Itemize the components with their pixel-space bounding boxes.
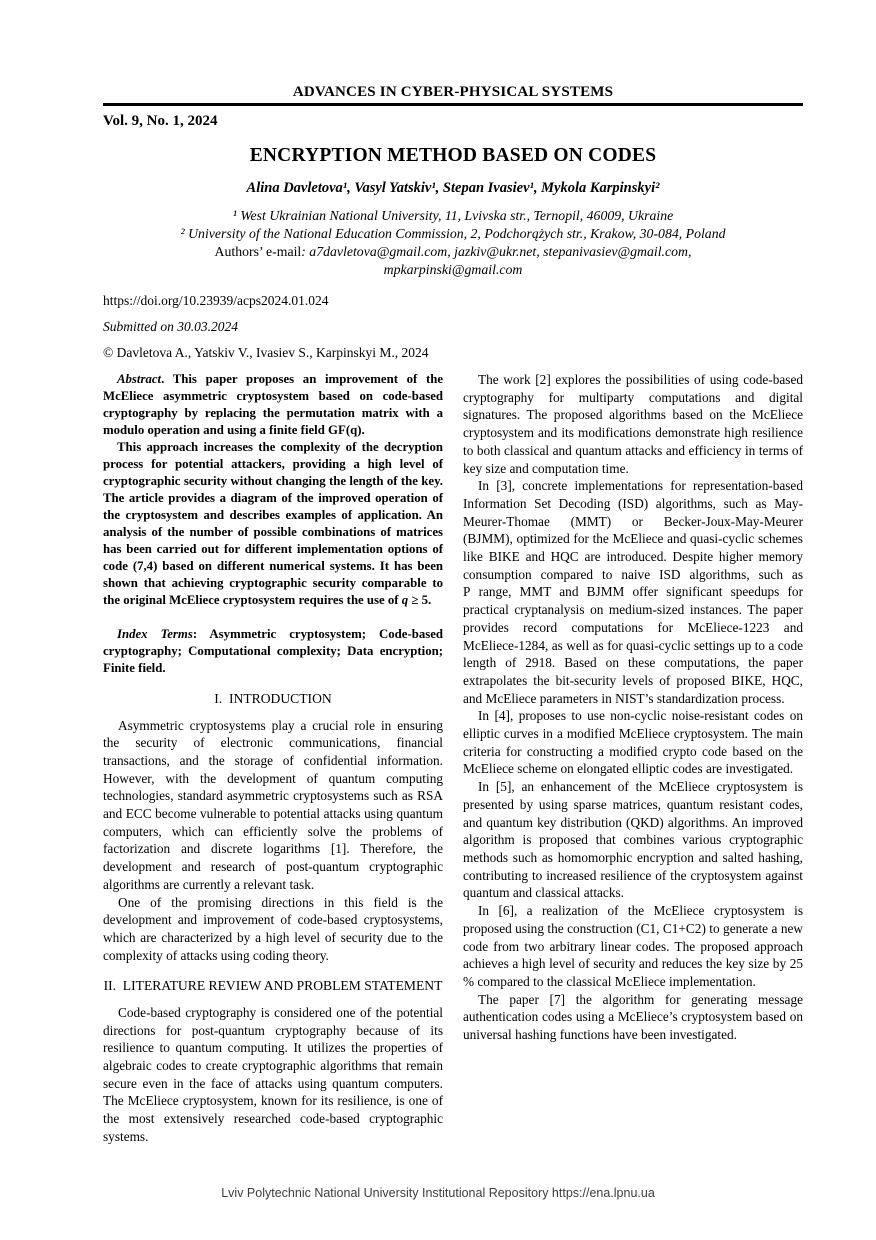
reference-4-paragraph: In [4], proposes to use non-cyclic noise-resistant codes on elliptic curves in a modified McEliece cryptosystem. The main criteria for constructing a modified crypto code based on the McEliece scheme on elongated elliptic codes are investigated. [463,708,803,777]
left-column [103,371,443,1145]
reference-3-paragraph: In [3], concrete implementations for representation-based Information Set Decoding (ISD) algorithms, such as May-Meurer-Thomae (MMT) or Becker-Joux-May-Meurer (BJMM), optimized for the McEliece and quasi-cyclic schemes like BIKE and HQC are introduced. Despite higher memory consumption compared to naive ISD algorithms, such as P range, MMT and BJMM offer significant speedups for practical cryptanalysis on medium-sized instances. The paper provides record computations for McEliece-1223 and McEliece-1284, as well as for quasi-cyclic settings up to a code length of 2918. Based on these computations, the paper extrapolates the bit-security levels of proposed BIKE, HQC, and McEliece parameters in NIST’s standardization process. [463,478,803,706]
index-terms-label: Index Terms [117,627,193,641]
index-terms-text: : Asymmetric cryptosystem; Code-based cryptography; Computational complexity; Data encryption; Finite field. [103,627,444,675]
affiliation-2: ² University of the National Education Commission, 2, Podchorążych str., Krakow, 30-084, Poland [180,226,726,241]
abstract-paragraph-1-text: . This paper proposes an improvement of the McEliece asymmetric cryptosystem based on code-based cryptography by replacing the permutation matrix with a modulo operation and using a finite field GF(q). [103,372,443,437]
doi-text: https://doi.org/10.23939/acps2024.01.024 [103,293,329,308]
reference-5-paragraph: In [5], an enhancement of the McEliece cryptosystem is presented by using sparse matrices, quantum resistant codes, and quantum key distribution (QKD) algorithms. An improved algorithm is proposed that combines various cryptographic methods such as homomorphic encryption and salted hashing, contributing to increased resilience of the cryptosystem against quantum and classical attacks. [463,779,803,901]
submitted-date: Submitted on 30.03.2024 [103,319,238,334]
paper-title: ENCRYPTION METHOD BASED ON CODES [249,145,657,166]
repository-footer: Lviv Polytechnic National University Institutional Repository https://ena.lpnu.ua [221,1186,655,1200]
authors-email-line [103,243,803,261]
abstract-label: Abstract [117,372,162,386]
email-line-2: mpkarpinski@gmail.com [383,262,523,277]
abstract-paragraph-2 [103,439,443,609]
index-terms [103,626,443,677]
email-label: Authors’ e-mail [214,244,302,259]
abstract-paragraph-2-text: This approach increases the complexity of the decryption process for potential attackers, providing a high level of cryptographic security without changing the length of the key. The article provides a diagram of the improved operation of the cryptosystem and describes examples of application. An analysis of the number of possible combinations of matrices has been carried out for different implementation options of code (7,4) based on different numerical systems. It has been shown that achieving cryptographic security comparable to the original McEliece cryptosystem requires the use of [103,440,443,607]
two-column-body [103,371,803,1145]
abstract-paragraph-2-tail: ≥ 5. [408,593,432,607]
reference-2-paragraph: The work [2] explores the possibilities of using code-based cryptography for multiparty computations and digital signatures. The proposed algorithms based on the McEliece cryptosystem and its modifications demonstrate high resilience to both classical and quantum attacks and efficiency in terms of key size and computation time. [463,372,803,476]
journal-title: ADVANCES IN CYBER-PHYSICAL SYSTEMS [292,84,614,100]
section-heading-introduction: I. INTRODUCTION [214,691,332,706]
abstract-paragraph-1 [103,371,443,439]
reference-6-paragraph: In [6], a realization of the McEliece cryptosystem is proposed using the construction (C1, C1+C2) to generate a new code from two arbitrary linear codes. The proposed approach achieves a high level of security and reduces the key size by 25 % compared to the classical McEliece implementation. [463,903,803,989]
section-heading-literature-review: II. LITERATURE REVIEW AND PROBLEM STATEMENT [103,978,443,994]
header-rule [103,103,803,106]
copyright-line: © Davletova A., Yatskiv V., Ivasiev S., Karpinskyi M., 2024 [103,345,429,360]
page-content [103,0,803,1145]
right-column [463,371,803,1145]
literature-paragraph-1: Code-based cryptography is considered one of the potential directions for post-quantum cryptography because of its resilience to quantum computing. It utilizes the properties of algebraic codes to create cryptographic algorithms that remain secure even in the face of attacks using quantum computers. The McEliece cryptosystem, known for its resilience, is one of the most extensively researched code-based cryptographic systems. [103,1004,443,1144]
intro-paragraph-1: Asymmetric cryptosystems play a crucial role in ensuring the security of electronic communications, financial transactions, and the storage of confidential information. However, with the development of quantum computing technologies, standard asymmetric cryptosystems such as RSA and ECC become vulnerable to potential attacks using quantum computers, which can efficiently solve the problems of factorization and discrete logarithms [1]. Therefore, the development and research of post-quantum cryptographic algorithms are currently a relevant task. [103,717,443,892]
reference-7-paragraph: The paper [7] the algorithm for generating message authentication codes using a McEliece’s cryptosystem based on universal hashing functions have been investigated. [463,991,803,1043]
variable-q: q [401,593,409,607]
affiliation-1: ¹ West Ukrainian National University, 11, Lvivska str., Ternopil, 46009, Ukraine [232,208,674,223]
volume-issue: Vol. 9, No. 1, 2024 [103,113,218,129]
intro-paragraph-2: One of the promising directions in this field is the development and improvement of code-based cryptosystems, which are characterized by a high level of security due to the complexity of attacks using coding theory. [103,894,443,963]
email-addresses: : a7davletova@gmail.com, jazkiv@ukr.net, stepanivasiev@gmail.com, [301,244,692,259]
authors-line: Alina Davletova¹, Vasyl Yatskiv¹, Stepan Ivasiev¹, Mykola Karpinskyi² [246,180,660,196]
